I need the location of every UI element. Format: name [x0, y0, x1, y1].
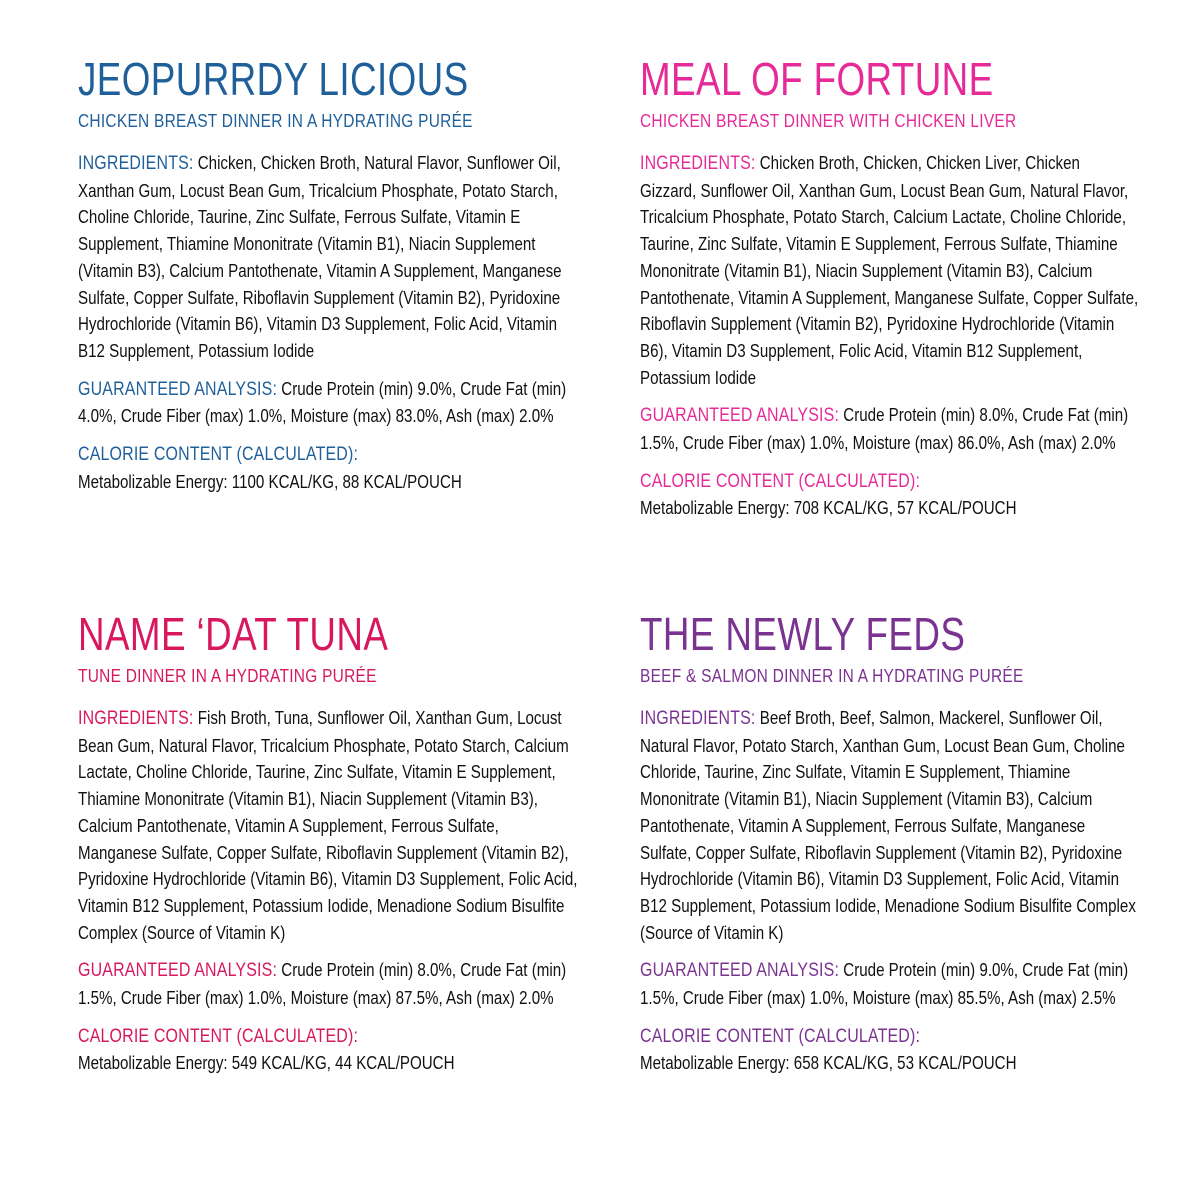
calorie-text: Metabolizable Energy: 658 KCAL/KG, 53 KCAL/POUCH — [640, 1053, 1017, 1074]
calorie-block — [640, 468, 1140, 522]
ingredients-block — [640, 705, 1140, 946]
product-panel-name-dat-tuna — [78, 607, 578, 1088]
calorie-text: Metabolizable Energy: 708 KCAL/KG, 57 KCAL/POUCH — [640, 498, 1017, 519]
product-title: JEOPURRDY LICIOUS — [78, 53, 469, 105]
calorie-label: CALORIE CONTENT (CALCULATED): — [78, 444, 359, 466]
analysis-block — [78, 957, 578, 1011]
product-subtitle: BEEF & SALMON DINNER IN A HYDRATING PURÉE — [640, 666, 1024, 686]
analysis-block — [640, 402, 1140, 456]
ingredients-text: Beef Broth, Beef, Salmon, Mackerel, Sunflower Oil, Natural Flavor, Potato Starch, Xanthan Gum, Locust Bean Gum, Choline Chloride, Taurine, Zinc Sulfate, Vitamin E Supplement, Thiamine Mononitrate (Vitamin B1), Niacin Supplement (Vitamin B3), Calcium Pantothenate, Vitamin A Supplement, Ferrous Sulfate, Manganese Sulfate, Copper Sulfate, Riboflavin Supplement (Vitamin B2), Pyridoxine Hydrochloride (Vitamin B6), Vitamin D3 Supplement, Folic Acid, Vitamin B12 Supplement, Potassium Iodide, Menadione Sodium Bisulfite Complex (Source of Vitamin K) — [640, 708, 1136, 943]
analysis-label: GUARANTEED ANALYSIS: — [640, 405, 840, 427]
calorie-text: Metabolizable Energy: 1100 KCAL/KG, 88 KCAL/POUCH — [78, 471, 462, 492]
ingredients-text: Fish Broth, Tuna, Sunflower Oil, Xanthan Gum, Locust Bean Gum, Natural Flavor, Tricalcium Phosphate, Potato Starch, Calcium Lactate, Choline Chloride, Taurine, Zinc Sulfate, Vitamin E Supplement, Thiamine Mononitrate (Vitamin B1), Niacin Supplement (Vitamin B3), Calcium Pantothenate, Vitamin A Supplement, Ferrous Sulfate, Manganese Sulfate, Copper Sulfate, Riboflavin Supplement (Vitamin B2), Pyridoxine Hydrochloride (Vitamin B6), Vitamin D3 Supplement, Folic Acid, Vitamin B12 Supplement, Potassium Iodide, Menadione Sodium Bisulfite Complex (Source of Vitamin K) — [78, 708, 578, 943]
product-subtitle: CHICKEN BREAST DINNER IN A HYDRATING PURÉE — [78, 111, 473, 131]
product-panel-jeopurrdy-licious — [78, 52, 578, 506]
analysis-block — [640, 957, 1140, 1011]
product-panel-the-newly-feds — [640, 607, 1140, 1088]
calorie-label: CALORIE CONTENT (CALCULATED): — [78, 1025, 359, 1047]
product-panel-meal-of-fortune — [640, 52, 1140, 533]
ingredients-block — [78, 705, 578, 946]
calorie-label: CALORIE CONTENT (CALCULATED): — [640, 1025, 921, 1047]
ingredients-label: INGREDIENTS: — [640, 153, 756, 174]
product-title: MEAL OF FORTUNE — [640, 53, 994, 105]
ingredients-text: Chicken, Chicken Broth, Natural Flavor, Sunflower Oil, Xanthan Gum, Locust Bean Gum, Tricalcium Phosphate, Potato Starch, Choline Chloride, Taurine, Zinc Sulfate, Ferrous Sulfate, Vitamin E Supplement, Thiamine Mononitrate (Vitamin B1), Niacin Supplement (Vitamin B3), Calcium Pantothenate, Vitamin A Supplement, Manganese Sulfate, Copper Sulfate, Riboflavin Supplement (Vitamin B2), Pyridoxine Hydrochloride (Vitamin B6), Vitamin D3 Supplement, Folic Acid, Vitamin B12 Supplement, Potassium Iodide — [78, 153, 562, 361]
calorie-block — [78, 441, 578, 495]
ingredients-block — [640, 150, 1140, 391]
analysis-label: GUARANTEED ANALYSIS: — [78, 960, 278, 982]
product-title: THE NEWLY FEDS — [640, 608, 966, 660]
analysis-text: Crude Protein (min) 9.0%, Crude Fat (min) 1.5%, Crude Fiber (max) 1.0%, Moisture (max) 85.5%, Ash (max) 2.5% — [640, 960, 1129, 1009]
calorie-block — [640, 1023, 1140, 1077]
calorie-block — [78, 1023, 578, 1077]
analysis-text: Crude Protein (min) 9.0%, Crude Fat (min) 4.0%, Crude Fiber (max) 1.0%, Moisture (max) 83.0%, Ash (max) 2.0% — [78, 378, 567, 427]
product-subtitle: TUNE DINNER IN A HYDRATING PURÉE — [78, 666, 377, 686]
ingredients-text: Chicken Broth, Chicken, Chicken Liver, Chicken Gizzard, Sunflower Oil, Xanthan Gum, Locust Bean Gum, Natural Flavor, Tricalcium Phosphate, Potato Starch, Calcium Lactate, Choline Chloride, Taurine, Zinc Sulfate, Vitamin E Supplement, Ferrous Sulfate, Thiamine Mononitrate (Vitamin B1), Niacin Supplement (Vitamin B3), Calcium Pantothenate, Vitamin A Supplement, Manganese Sulfate, Copper Sulfate, Riboflavin Supplement (Vitamin B2), Pyridoxine Hydrochloride (Vitamin B6), Vitamin D3 Supplement, Folic Acid, Vitamin B12 Supplement, Potassium Iodide — [640, 153, 1139, 388]
analysis-label: GUARANTEED ANALYSIS: — [78, 378, 278, 400]
ingredients-label: INGREDIENTS: — [78, 153, 194, 174]
analysis-text: Crude Protein (min) 8.0%, Crude Fat (min) 1.5%, Crude Fiber (max) 1.0%, Moisture (max) 87.5%, Ash (max) 2.0% — [78, 960, 567, 1009]
product-title: NAME ‘DAT TUNA — [78, 608, 389, 660]
ingredients-block — [78, 150, 578, 365]
analysis-label: GUARANTEED ANALYSIS: — [640, 960, 840, 982]
analysis-text: Crude Protein (min) 8.0%, Crude Fat (min) 1.5%, Crude Fiber (max) 1.0%, Moisture (max) 86.0%, Ash (max) 2.0% — [640, 405, 1129, 454]
analysis-block — [78, 376, 578, 430]
ingredients-label: INGREDIENTS: — [78, 708, 194, 729]
calorie-label: CALORIE CONTENT (CALCULATED): — [640, 470, 921, 492]
ingredients-label: INGREDIENTS: — [640, 708, 756, 729]
product-subtitle: CHICKEN BREAST DINNER WITH CHICKEN LIVER — [640, 111, 1017, 131]
calorie-text: Metabolizable Energy: 549 KCAL/KG, 44 KCAL/POUCH — [78, 1053, 455, 1074]
